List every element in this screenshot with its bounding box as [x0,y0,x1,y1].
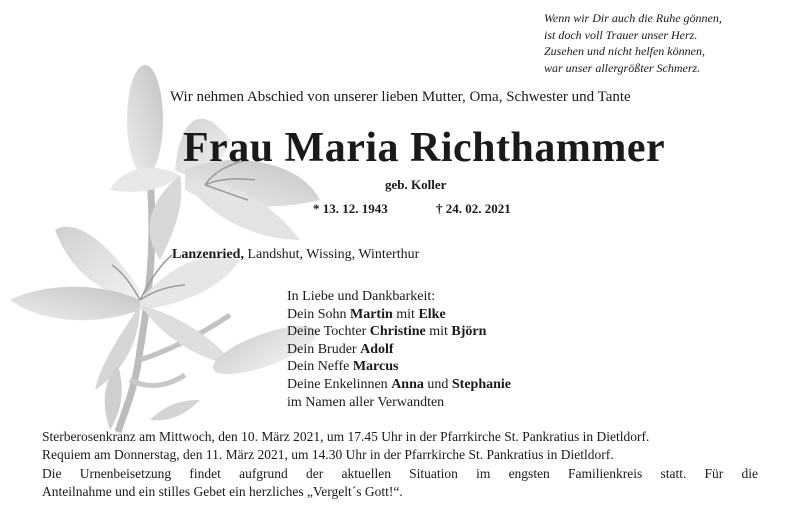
mourner-son [287,306,511,324]
poem-line: Wenn wir Dir auch die Ruhe gönnen, [544,11,722,25]
thanks-notice: Anteilnahme und ein stilles Gebet ein herzliches „Vergelt´s Gott!“. [42,484,403,499]
mourner-name: Christine [369,324,426,340]
requiem-notice: Requiem am Donnerstag, den 11. März 2021, um 14.30 Uhr in der Pfarrkirche St. Pankratius in Dietldorf. [42,447,614,462]
relation-label: Deine Enkelinnen [287,376,392,392]
mourner-grandchildren [287,376,511,394]
death-date: † 24. 02. 2021 [436,201,511,216]
mourner-brother [287,341,511,359]
rosary-notice: Sterberosenkranz am Mittwoch, den 10. März 2021, um 17.45 Uhr in der Pfarrkirche St. Pankratius in Dietldorf. [42,429,650,444]
places-line [172,247,419,263]
connector: und [423,376,452,392]
mourners-heading: In Liebe und Dankbarkeit: [287,289,436,304]
place-rest: Landshut, Wissing, Winterthur [243,247,420,262]
birth-date: * 13. 12. 1943 [313,201,388,216]
place-main: Lanzenried, [172,247,244,262]
mourner-name: Adolf [360,341,394,357]
mourner-name: Martin [350,306,393,322]
relation-label: Dein Neffe [287,359,353,375]
mourners-list [287,288,511,411]
mourner-name: Marcus [352,359,399,375]
poem-line: war unser allergrößter Schmerz. [544,60,701,75]
mourner-nephew [287,358,511,376]
relation-label: Dein Sohn [287,306,350,322]
poem-line: Zusehen und nicht helfen können, [544,44,705,58]
relation-label: Dein Bruder [287,341,361,357]
mourner-name: Anna [391,376,424,392]
memorial-poem [544,10,794,76]
connector: mit [392,306,419,322]
connector: mit [425,324,452,340]
relation-label: Deine Tochter [287,324,370,340]
farewell-intro: Wir nehmen Abschied von unserer lieben Mutter, Oma, Schwester und Tante [170,89,631,105]
mourner-name: Björn [451,324,487,340]
mourner-daughter [287,323,511,341]
birth-name: geb. Koller [385,177,447,192]
mourner-name: Elke [418,306,446,322]
deceased-name: Frau Maria Richthammer [182,125,666,171]
mourners-closing: im Namen aller Verwandten [287,394,445,410]
poem-line: ist doch voll Trauer unser Herz. [544,27,698,42]
mourner-name: Stephanie [451,376,511,392]
burial-notice: Die Urnenbeisetzung findet aufgrund der aktuellen Situation im engsten Familienkreis statt. Für die [42,466,758,481]
